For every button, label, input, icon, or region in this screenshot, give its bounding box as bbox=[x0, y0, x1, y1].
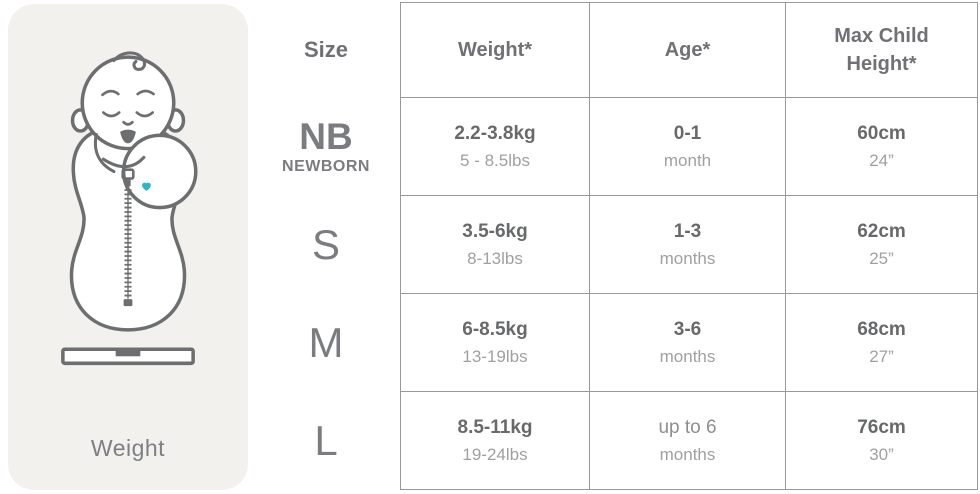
height-metric: 68cm bbox=[857, 319, 906, 340]
swaddled-baby-on-scale-icon bbox=[40, 43, 216, 395]
weight-imperial: 19-24lbs bbox=[462, 444, 528, 464]
header-weight bbox=[400, 2, 590, 98]
weighing-scale-icon bbox=[63, 349, 193, 363]
weight-imperial: 8-13lbs bbox=[467, 248, 523, 268]
size-label: L bbox=[314, 417, 338, 464]
header-max-child-height bbox=[786, 2, 978, 98]
weight-illustration-panel bbox=[8, 4, 248, 490]
age-value: 0-1 bbox=[673, 123, 702, 144]
age-cell-m bbox=[590, 294, 786, 392]
height-imperial: 24” bbox=[869, 150, 894, 170]
size-cell-l bbox=[252, 392, 400, 490]
size-sublabel: NEWBORN bbox=[282, 158, 370, 175]
size-label: S bbox=[311, 221, 340, 268]
size-cell-m bbox=[252, 294, 400, 392]
height-imperial: 30” bbox=[869, 444, 894, 464]
age-unit: month bbox=[663, 150, 712, 170]
weight-cell-m bbox=[400, 294, 590, 392]
height-cell-l bbox=[786, 392, 978, 490]
age-unit: months bbox=[659, 346, 716, 366]
age-value: 1-3 bbox=[673, 221, 702, 242]
weight-metric: 3.5-6kg bbox=[462, 221, 528, 242]
height-cell-s bbox=[786, 196, 978, 294]
weight-cell-s bbox=[400, 196, 590, 294]
weight-cell-l bbox=[400, 392, 590, 490]
weight-metric: 6-8.5kg bbox=[462, 319, 528, 340]
weight-caption: Weight bbox=[90, 435, 166, 461]
weight-imperial: 13-19lbs bbox=[462, 346, 528, 366]
size-chart-table bbox=[252, 2, 978, 490]
age-cell-l bbox=[590, 392, 786, 490]
height-cell-m bbox=[786, 294, 978, 392]
age-cell-nb bbox=[590, 98, 786, 196]
header-size: Size bbox=[303, 37, 349, 62]
size-cell-nb bbox=[252, 98, 400, 196]
height-metric: 76cm bbox=[857, 417, 906, 438]
header-weight-label: Weight* bbox=[457, 39, 533, 61]
height-imperial: 27” bbox=[869, 346, 894, 366]
weight-imperial: 5 - 8.5lbs bbox=[460, 150, 530, 170]
size-label: M bbox=[308, 319, 344, 366]
age-value: up to 6 bbox=[658, 417, 717, 438]
height-metric: 62cm bbox=[857, 221, 906, 242]
height-metric: 60cm bbox=[857, 123, 906, 144]
header-age bbox=[590, 2, 786, 98]
weight-cell-nb bbox=[400, 98, 590, 196]
size-cell-s bbox=[252, 196, 400, 294]
weight-metric: 8.5-11kg bbox=[457, 417, 533, 438]
header-max-child-height-label: Max Child Height* bbox=[834, 25, 929, 75]
header-age-label: Age* bbox=[664, 39, 711, 61]
age-value: 3-6 bbox=[673, 319, 702, 340]
age-cell-s bbox=[590, 196, 786, 294]
age-unit: months bbox=[659, 248, 716, 268]
weight-metric: 2.2-3.8kg bbox=[454, 123, 536, 144]
height-imperial: 25” bbox=[869, 248, 894, 268]
age-unit: months bbox=[659, 444, 716, 464]
height-cell-nb bbox=[786, 98, 978, 196]
size-label: NB bbox=[299, 116, 353, 157]
